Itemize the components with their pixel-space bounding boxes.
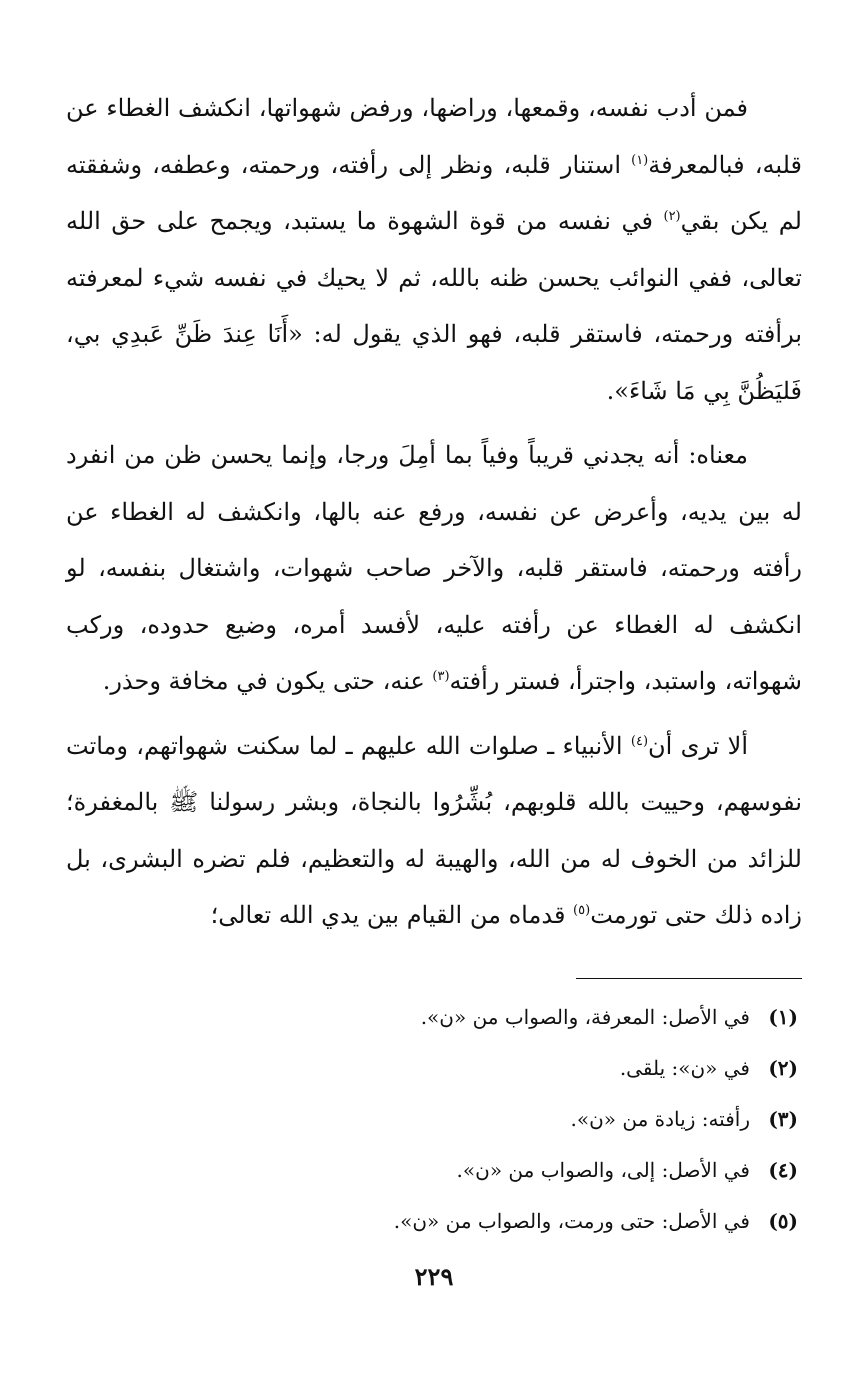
footnote-5 bbox=[68, 1196, 798, 1247]
footnote-text: في الأصل: إلى، والصواب من «ن». bbox=[456, 1158, 750, 1182]
paragraph-1-text-1: فمن أدب نفسه، وقمعها، وراضها، ورفض شهواتها، انكشف الغطاء عن قلبه، فبالمعرفة bbox=[66, 94, 802, 179]
paragraph-3-text-2: الأنبياء ـ صلوات الله عليهم ـ لما سكنت شهواتهم، وماتت نفوسهم، وحييت بالله قلوبهم، بُشِّرُوا بالنجاة، وبشر رسولنا ﷺ بالمغفرة؛ للزائد من الخوف له من الله، والهيبة له والتعظيم، فلم تضره البشرى، بل زاده ذلك حتى تورمت bbox=[66, 731, 803, 929]
paragraph-1-text-3: في نفسه من قوة الشهوة ما يستبد، ويجمح على حق الله تعالى، ففي النوائب يحسن ظنه بالله، ثم لا يحيك في نفسه شيء لمعرفته برأفته ورحمته، فاستقر قلبه، فهو الذي يقول له: «أَنَا عِندَ ظَنِّ عَبدِي بي، فَليَظُنَّ بِي مَا شَاءَ». bbox=[66, 207, 802, 405]
footnote-number: (٢) bbox=[768, 1056, 798, 1080]
footnote-text: في الأصل: المعرفة، والصواب من «ن». bbox=[420, 1005, 750, 1029]
footnote-1 bbox=[68, 992, 798, 1043]
paragraph-3-text-3: قدماه من القيام بين يدي الله تعالى؛ bbox=[210, 901, 574, 929]
footnote-divider bbox=[576, 978, 802, 979]
footnote-text: رأفته: زيادة من «ن». bbox=[570, 1107, 750, 1131]
footnote-4 bbox=[68, 1145, 798, 1196]
paragraph-3 bbox=[66, 718, 802, 944]
footnote-number: (٣) bbox=[768, 1107, 798, 1131]
page-number: ٢٢٩ bbox=[414, 1262, 454, 1291]
footnote-ref-3: (٣) bbox=[432, 669, 450, 684]
footnote-ref-4: (٤) bbox=[630, 733, 649, 749]
main-text bbox=[66, 80, 802, 944]
paragraph-1 bbox=[66, 80, 802, 419]
footnote-number: (٥) bbox=[768, 1209, 798, 1233]
footnote-ref-1: (١) bbox=[631, 152, 649, 168]
footnote-number: (١) bbox=[768, 1005, 798, 1029]
footnote-number: (٤) bbox=[768, 1158, 798, 1182]
paragraph-3-text-1: ألا ترى أن bbox=[648, 731, 748, 760]
footnote-ref-5: (٥) bbox=[573, 903, 591, 918]
footnote-text: في «ن»: يلقى. bbox=[619, 1056, 750, 1080]
footnotes-list bbox=[68, 992, 798, 1247]
paragraph-1-text-2: استنار قلبه، ونظر إلى رأفته، ورحمته، وعطفه، وشفقته لم يكن بقي bbox=[66, 150, 802, 235]
footnote-ref-2: (٢) bbox=[663, 209, 681, 224]
footnote-3 bbox=[68, 1094, 798, 1145]
paragraph-2-text-2: عنه، حتى يكون في مخافة وحذر. bbox=[102, 667, 433, 695]
footnote-2 bbox=[68, 1043, 798, 1094]
paragraph-2-text-1: معناه: أنه يجدني قريباً وفياً بما أمِلَ ورجا، وإنما يحسن ظن من انفرد له بين يديه، وأعرض عن نفسه، ورفع عنه بالها، وانكشف له الغطاء عن رأفته ورحمته، فاستقر قلبه، والآخر صاحب شهوات، واشتغال بنفسه، لو انكشف له الغطاء عن رأفته عليه، لأفسد أمره، وضيع حدوده، وركب شهواته، واستبد، واجترأ، فستر رأفته bbox=[66, 441, 803, 695]
paragraph-2 bbox=[66, 427, 802, 710]
footnote-text: في الأصل: حتى ورمت، والصواب من «ن». bbox=[393, 1209, 750, 1233]
